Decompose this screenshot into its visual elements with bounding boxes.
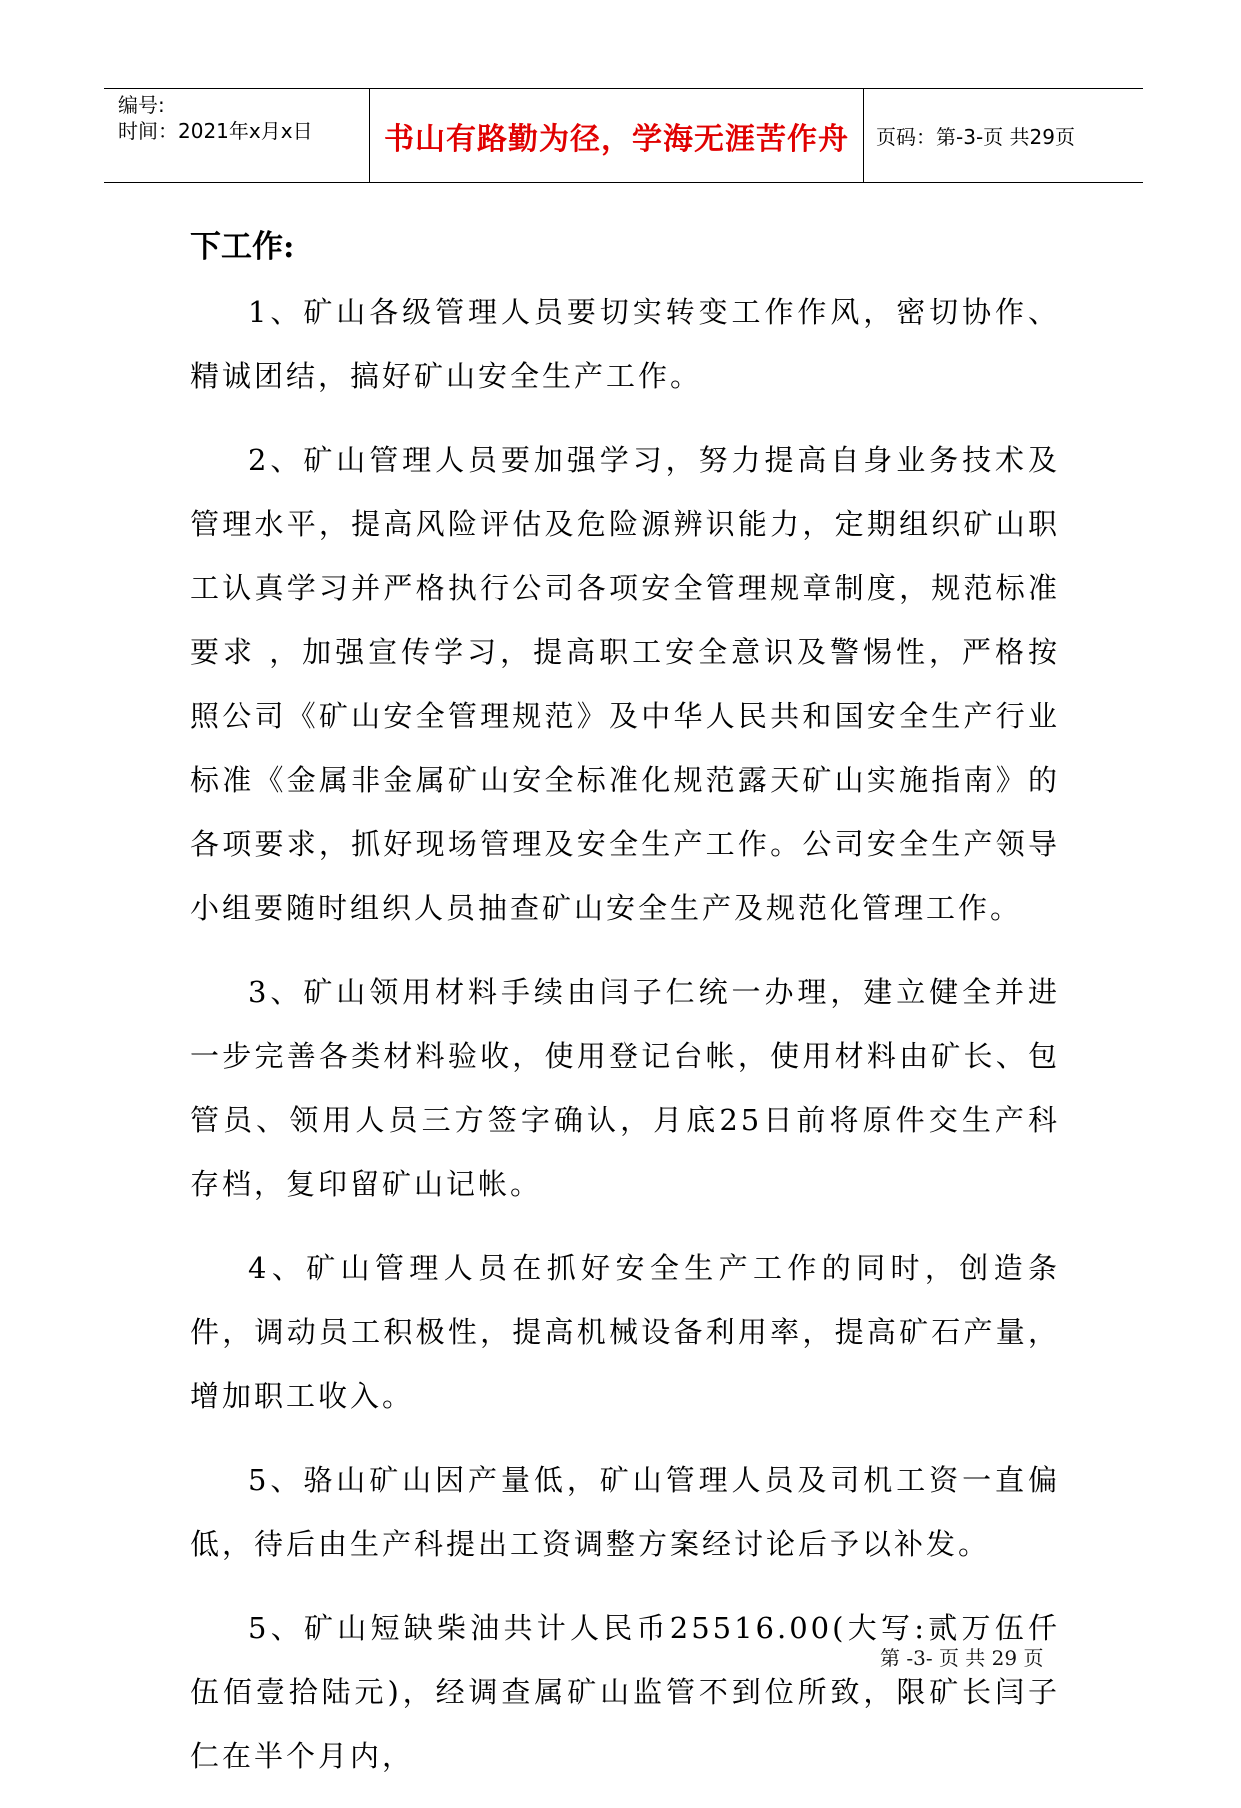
paragraph-item-5: 5、骆山矿山因产量低，矿山管理人员及司机工资一直偏低，待后由生产科提出工资调整方案经讨论后予以补发。	[190, 1463, 1060, 1561]
header-motto-cell	[369, 89, 864, 182]
document-time-label: 时间：2021年x月x日	[118, 119, 313, 143]
document-number-label: 编号:	[118, 93, 165, 117]
paragraph-item-4: 4、矿山管理人员在抓好安全生产工作的同时，创造条件，调动员工积极性，提高机械设备利用率，提高矿石产量，增加职工收入。	[190, 1251, 1060, 1413]
paragraph-item-2: 2、矿山管理人员要加强学习，努力提高自身业务技术及管理水平，提高风险评估及危险源辨识能力，定期组织矿山职工认真学习并严格执行公司各项安全管理规章制度，规范标准要求 ，加强宣传学习，提高职工安全意识及警惕性，严格按照公司《矿山安全管理规范》及中华人民共和国安全生产行业标准《金属非金属矿山安全标准化规范露天矿山实施指南》的各项要求，抓好现场管理及安全生产工作。公司安全生产领导小组要随时组织人员抽查矿山安全生产及规范化管理工作。	[190, 443, 1060, 925]
section-heading: 下工作:	[190, 229, 295, 265]
header-motto: 书山有路勤为径，学海无涯苦作舟	[384, 121, 849, 157]
page-footer: 第 -3- 页 共 29 页	[880, 1646, 1044, 1670]
header-info-cell	[104, 89, 369, 182]
paragraph-item-1: 1、矿山各级管理人员要切实转变工作作风，密切协作、精诚团结，搞好矿山安全生产工作。	[190, 295, 1060, 393]
header-page-cell	[864, 89, 1143, 182]
document-header	[104, 88, 1143, 183]
document-body	[190, 222, 1060, 1808]
paragraph-item-6: 5、矿山短缺柴油共计人民币25516.00(大写:贰万伍仟伍佰壹拾陆元)，经调查属矿山监管不到位所致，限矿长闫子仁在半个月内，	[190, 1611, 1060, 1773]
paragraph-item-3: 3、矿山领用材料手续由闫子仁统一办理，建立健全并进一步完善各类材料验收，使用登记台帐，使用材料由矿长、包管员、领用人员三方签字确认，月底25日前将原件交生产科存档，复印留矿山记帐。	[190, 975, 1060, 1201]
header-page-number: 页码：第-3-页 共29页	[876, 125, 1075, 149]
